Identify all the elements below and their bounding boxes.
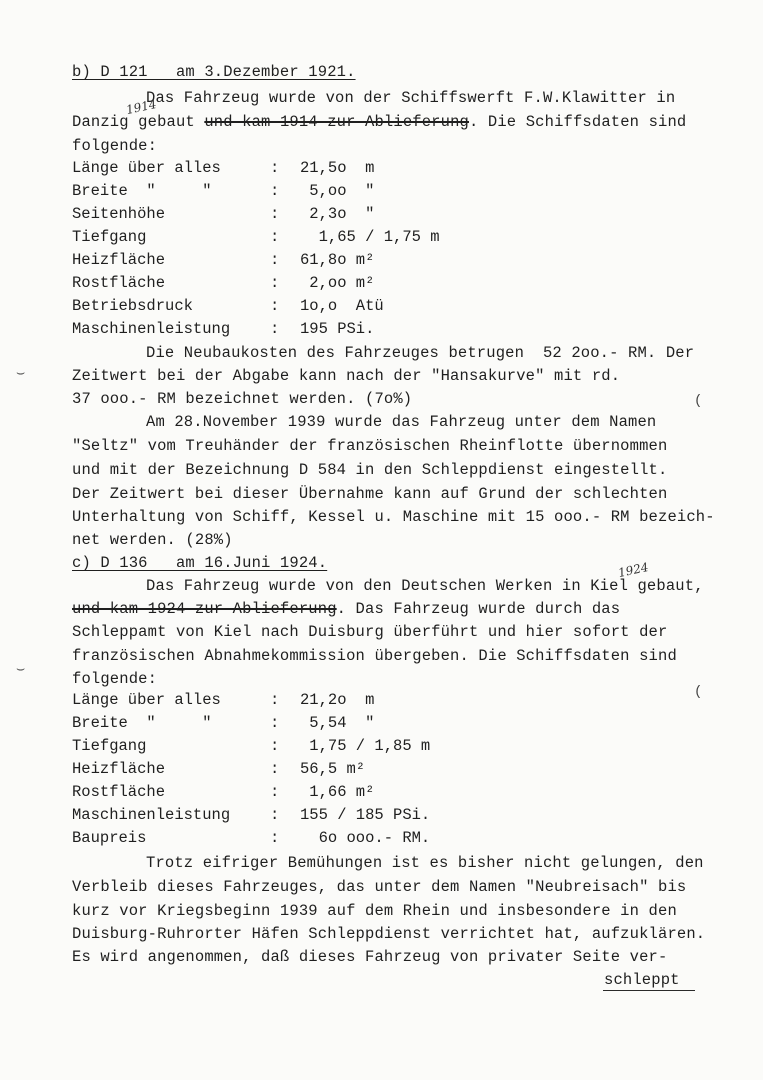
underline-rule (603, 990, 695, 991)
section-b-paragraph-line: Der Zeitwert bei dieser Übernahme kann auf Grund der schlechten (72, 485, 668, 503)
handwritten-correction: 1914 (124, 96, 158, 118)
spec-colon: : (270, 760, 280, 778)
spec-label: Länge über alles (72, 159, 221, 177)
spec-value: 2,3o " (300, 205, 375, 223)
margin-mark: ⌣ (16, 366, 26, 382)
spec-colon: : (270, 205, 280, 223)
struck-text: gebaut (138, 113, 205, 131)
spec-value: 5,54 " (300, 714, 375, 732)
section-c-paragraph-line: schleppt (604, 971, 680, 989)
spec-value: 61,8o m² (300, 251, 375, 269)
margin-mark: ( (694, 684, 703, 700)
spec-label: Heizfläche (72, 760, 166, 778)
section-c-paragraph-line: Das Fahrzeug wurde von den Deutschen Werken in Kiel gebaut, (146, 577, 704, 595)
spec-label: Maschinenleistung (72, 320, 231, 338)
section-b-paragraph-line: Die Neubaukosten des Fahrzeuges betrugen 52 2oo.- RM. Der (146, 344, 695, 362)
spec-label: Baupreis (72, 829, 147, 847)
handwritten-correction: 1924 (616, 559, 650, 581)
spec-value: 1,75 / 1,85 m (300, 737, 431, 755)
spec-label: Rostfläche (72, 783, 166, 801)
spec-label: Tiefgang (72, 228, 147, 246)
section-c-paragraph-line: französischen Abnahmekommission übergeben. Die Schiffsdaten sind (72, 647, 677, 665)
section-b-heading: b) D 121 am 3.Dezember 1921. (72, 63, 356, 81)
section-c-paragraph-line: und kam 1924 zur Ablieferung. Das Fahrzeug wurde durch das (72, 600, 621, 618)
margin-mark: ( (694, 393, 703, 409)
section-c-paragraph-line: Duisburg-Ruhrorter Häfen Schleppdienst verrichtet hat, aufzuklären. (72, 925, 706, 943)
spec-colon: : (270, 251, 280, 269)
spec-colon: : (270, 182, 280, 200)
spec-colon: : (270, 806, 280, 824)
spec-colon: : (270, 159, 280, 177)
spec-colon: : (270, 714, 280, 732)
spec-label: Tiefgang (72, 737, 147, 755)
section-b-paragraph-line: folgende: (72, 137, 158, 155)
section-c-heading: c) D 136 am 16.Juni 1924. (72, 554, 328, 572)
spec-label: Heizfläche (72, 251, 166, 269)
spec-label: Rostfläche (72, 274, 166, 292)
section-c-paragraph-line: Schleppamt von Kiel nach Duisburg überführt und hier sofort der (72, 623, 668, 641)
section-b-paragraph-line: Zeitwert bei der Abgabe kann nach der "Hansakurve" mit rd. (72, 367, 621, 385)
section-b-paragraph-line: Das Fahrzeug wurde von der Schiffswerft F.W.Klawitter in (146, 89, 676, 107)
section-b-paragraph-line: Unterhaltung von Schiff, Kessel u. Maschine mit 15 ooo.- RM bezeich- (72, 508, 715, 526)
section-c-paragraph-line: Trotz eifriger Bemühungen ist es bisher nicht gelungen, den (146, 854, 704, 872)
spec-label: Seitenhöhe (72, 205, 166, 223)
spec-value: 56,5 m² (300, 760, 366, 778)
spec-value: 1o,o Atü (300, 297, 384, 315)
section-c-paragraph-line: Verbleib dieses Fahrzeuges, das unter dem Namen "Neubreisach" bis (72, 878, 687, 896)
spec-colon: : (270, 274, 280, 292)
spec-value: 5,oo " (300, 182, 375, 200)
spec-colon: : (270, 297, 280, 315)
spec-label: Maschinenleistung (72, 806, 231, 824)
section-b-paragraph-line: Danzig gebaut und kam 1914 zur Ablieferung. Die Schiffsdaten sind (72, 113, 687, 131)
section-c-paragraph-line: Es wird angenommen, daß dieses Fahrzeug von privater Seite ver- (72, 948, 668, 966)
spec-label: Länge über alles (72, 691, 221, 709)
spec-value: 195 PSi. (300, 320, 375, 338)
spec-value: 1,65 / 1,75 m (300, 228, 440, 246)
spec-colon: : (270, 228, 280, 246)
section-b-paragraph-line: "Seltz" vom Treuhänder der französischen Rheinflotte übernommen (72, 437, 668, 455)
spec-value: 155 / 185 PSi. (300, 806, 431, 824)
spec-value: 1,66 m² (300, 783, 375, 801)
spec-value: 21,2o m (300, 691, 375, 709)
spec-value: 21,5o m (300, 159, 375, 177)
spec-value: 6o ooo.- RM. (300, 829, 431, 847)
struck-text: und kam 1924 zur Ablieferung (72, 600, 337, 618)
spec-label: Breite " " (72, 714, 212, 732)
spec-colon: : (270, 783, 280, 801)
section-b-paragraph-line: net werden. (28%) (72, 531, 233, 549)
spec-colon: : (270, 691, 280, 709)
spec-label: Breite " " (72, 182, 212, 200)
section-b-paragraph-line: Am 28.November 1939 wurde das Fahrzeug unter dem Namen (146, 413, 657, 431)
struck-text: und kam 1914 zur Ablieferung (204, 113, 469, 131)
spec-colon: : (270, 320, 280, 338)
section-b-paragraph-line: und mit der Bezeichnung D 584 in den Schleppdienst eingestellt. (72, 461, 668, 479)
section-b-paragraph-line: 37 ooo.- RM bezeichnet werden. (7o%) (72, 390, 413, 408)
margin-mark: ⌣ (16, 662, 26, 678)
section-c-paragraph-line: kurz vor Kriegsbeginn 1939 auf dem Rhein und insbesondere in den (72, 902, 677, 920)
spec-colon: : (270, 829, 280, 847)
section-c-paragraph-line: folgende: (72, 670, 158, 688)
spec-label: Betriebsdruck (72, 297, 193, 315)
spec-value: 2,oo m² (300, 274, 375, 292)
spec-colon: : (270, 737, 280, 755)
